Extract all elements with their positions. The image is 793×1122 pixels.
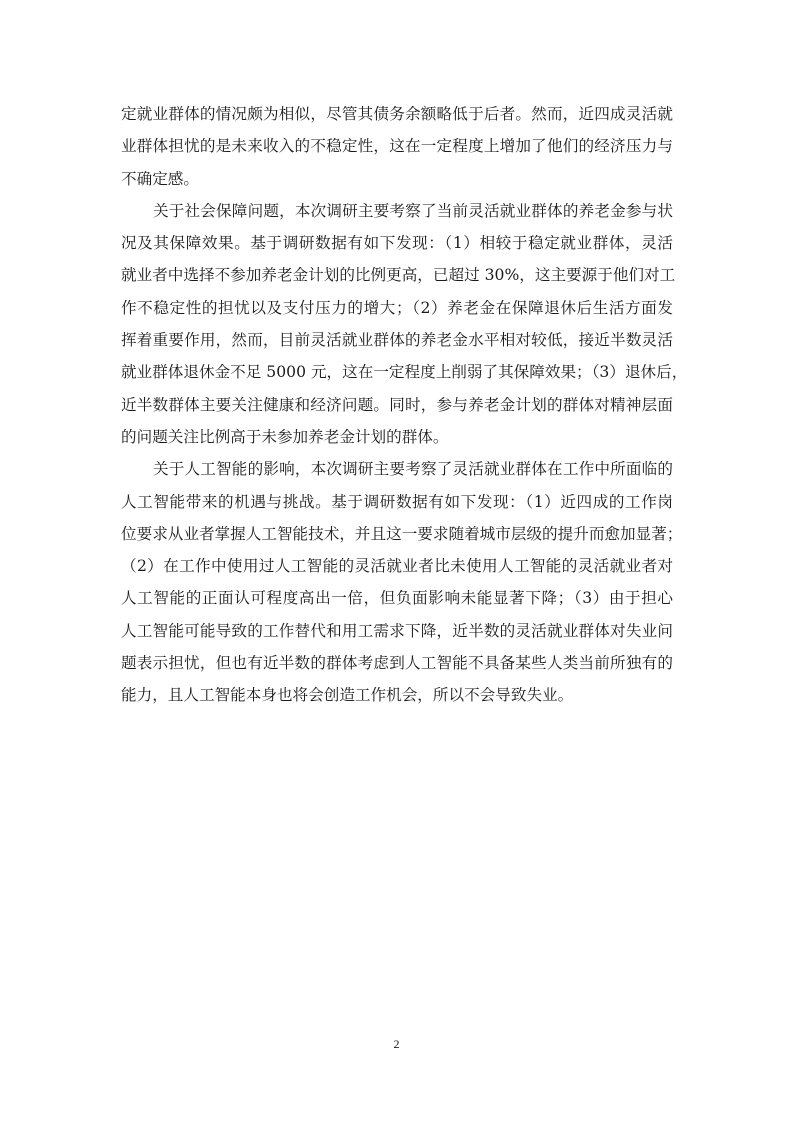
text-line: 关于社会保障问题，本次调研主要考察了当前灵活就业群体的养老金参与状 [153, 201, 673, 220]
text-line: 业群体担忧的是未来收入的不稳定性，这在一定程度上增加了他们的经济压力与 [121, 137, 673, 156]
text-line: 作不稳定性的担忧以及支付压力的增大；（2）养老金在保障退休后生活方面发 [121, 298, 673, 317]
text-line: 能力，且人工智能本身也将会创造工作机会，所以不会导致失业。 [121, 686, 574, 705]
text-line: 就业群体退休金不足 5000 元，这在一定程度上削弱了其保障效果；（3）退休后， [121, 363, 688, 382]
text-line: 近半数群体主要关注健康和经济问题。同时，参与养老金计划的群体对精神层面 [121, 395, 673, 414]
text-line: 关于人工智能的影响，本次调研主要考察了灵活就业群体在工作中所面临的 [153, 460, 673, 479]
page-number: 2 [393, 1037, 400, 1051]
body-text [121, 98, 688, 712]
text-line: 的问题关注比例高于未参加养老金计划的群体。 [121, 427, 449, 446]
text-line: 人工智能的正面认可程度高出一倍，但负面影响未能显著下降；（3）由于担心 [121, 589, 673, 608]
text-line: 题表示担忧，但也有近半数的群体考虑到人工智能不具备某些人类当前所独有的 [121, 654, 673, 673]
text-line: 就业者中选择不参加养老金计划的比例更高，已超过 30%，这主要源于他们对工 [121, 266, 676, 285]
text-line: 挥着重要作用，然而，目前灵活就业群体的养老金水平相对较低，接近半数灵活 [121, 331, 673, 350]
text-line: 不确定感。 [121, 169, 199, 188]
text-line: 况及其保障效果。基于调研数据有如下发现：（1）相较于稳定就业群体，灵活 [121, 234, 673, 253]
text-line: 人工智能可能导致的工作替代和用工需求下降，近半数的灵活就业群体对失业问 [121, 621, 673, 640]
text-line: 位要求从业者掌握人工智能技术，并且这一要求随着城市层级的提升而愈加显著； [121, 524, 683, 543]
paragraph-ai-impact [121, 453, 683, 711]
text-line: （2）在工作中使用过人工智能的灵活就业者比未使用人工智能的灵活就业者对 [121, 557, 673, 576]
paragraph-debt-continuation [121, 98, 673, 195]
text-line: 人工智能带来的机遇与挑战。基于调研数据有如下发现：（1）近四成的工作岗 [121, 492, 673, 511]
text-line: 定就业群体的情况颇为相似，尽管其债务余额略低于后者。然而，近四成灵活就 [121, 105, 673, 123]
paragraph-social-security [121, 195, 688, 453]
